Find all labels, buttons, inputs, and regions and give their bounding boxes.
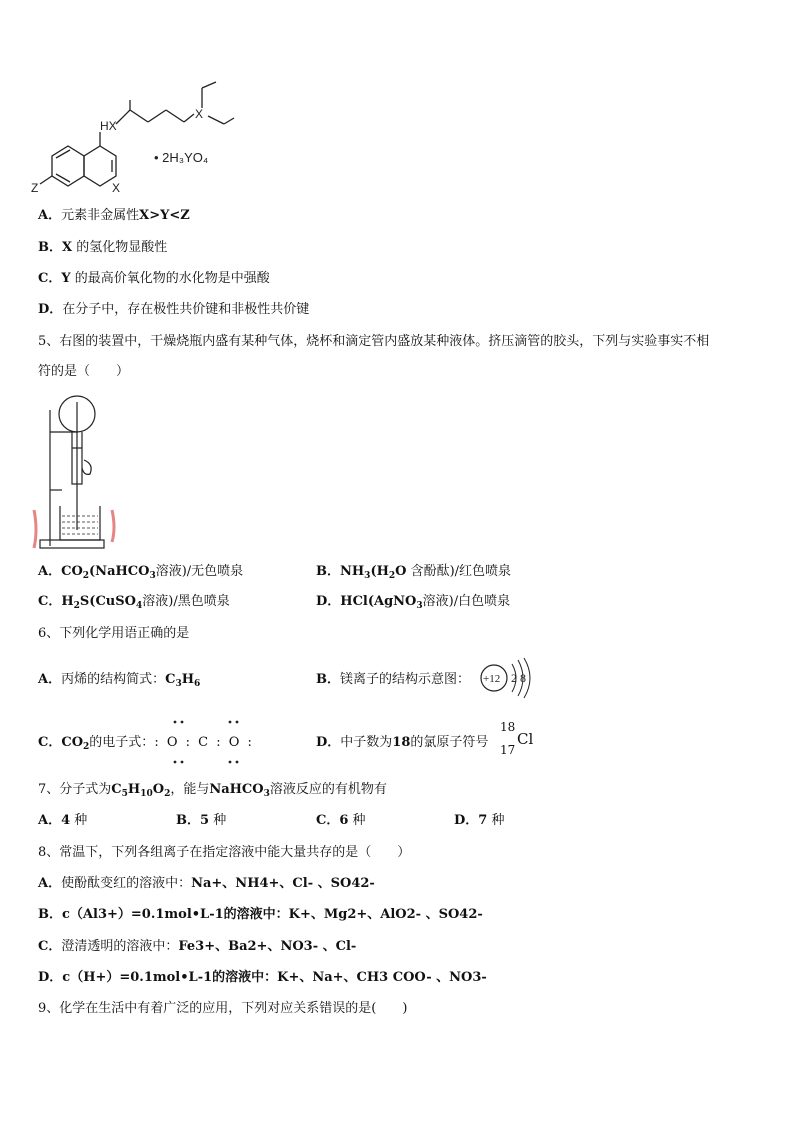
q8-option-d: D．c（H+）=0.1mol•L-1的溶液中：K+、Na+、CH3 COO- 、NO3- (38, 970, 487, 985)
q5-option-a: A．$CO_2(NaHCO_3$溶液)/无色喷泉 (38, 564, 244, 581)
q8-option-a: A．使酚酞变红的溶液中：Na+、NH4+、Cl- 、SO42- (38, 876, 375, 891)
element-y: Y (61, 271, 71, 286)
molecule-structure-figure (30, 80, 260, 200)
option-letter: D． (316, 735, 341, 750)
option-letter: D． (316, 594, 341, 609)
q8-option-c: C．澄清透明的溶液中：Fe3+、Ba2+、NO3- 、Cl- (38, 939, 357, 954)
mass-number: 18 (500, 720, 516, 734)
option-letter: C． (38, 271, 62, 286)
q8-stem: 8、常温下，下列各组离子在指定溶液中能大量共存的是（ ） (38, 845, 411, 860)
x-ring-label: X (112, 181, 121, 195)
q6-option-d: D．中子数为18的氯原子符号 (316, 735, 489, 750)
option-relation: X>Y<Z (139, 208, 190, 223)
option-text: 的最高价氧化物的水化物是中强酸 (74, 271, 270, 286)
q6-option-b: B．镁离子的结构示意图： (316, 672, 471, 687)
x-top-label: X (195, 107, 204, 121)
hx-label: HX (100, 119, 117, 133)
q7-option-d: D．7 种 (454, 813, 505, 828)
option-letter: B． (38, 240, 62, 255)
q5-option-d: D．HCl(AgNO$_3$溶液)/白色喷泉 (316, 594, 511, 611)
atomic-number: 17 (500, 743, 516, 757)
option-letter: C． (38, 594, 62, 609)
q5-option-c: C．$H_2S(CuSO_4$溶液)/黑色喷泉 (38, 594, 230, 611)
q7-option-b: B．5 种 (176, 813, 227, 828)
q6-option-a: A．丙烯的结构简式：$C_3H_6$ (38, 672, 201, 689)
element-x: X (62, 240, 73, 255)
q7-option-c: C．6 种 (316, 813, 366, 828)
option-letter: A． (38, 208, 62, 223)
shell-2-electrons: 8 (520, 671, 526, 685)
z-label: Z (31, 181, 39, 195)
q6-option-c: C．$CO_2$的电子式：: O : C : O : (38, 735, 254, 752)
q5-stem-line1: 5、右图的装置中，干燥烧瓶内盛有某种气体，烧杯和滴定管内盛放某种液体。挤压滴管的胶头，下列与实验事实不相 (38, 334, 710, 349)
q9-stem: 9、化学在生活中有着广泛的应用，下列对应关系错误的是( ) (38, 1001, 408, 1016)
option-letter: B． (316, 564, 340, 579)
q5-stem-line2: 符的是（ ） (38, 364, 130, 379)
q5-option-b: B．$NH_3(H_2O$ 含酚酞)/红色喷泉 (316, 564, 512, 581)
nucleus-charge: +12 (483, 673, 501, 685)
option-text: 元素非金属性 (61, 208, 140, 223)
electron-formula: : O : C : O : (154, 735, 254, 750)
option-letter: A． (38, 672, 62, 687)
q4-option-b (38, 238, 167, 258)
element-symbol: Cl (517, 730, 534, 748)
q6-stem: 6、下列化学用语正确的是 (38, 626, 190, 641)
option-text: 的氢化物显酸性 (76, 240, 168, 255)
salt-label: • 2H₃YO₄ (154, 150, 209, 165)
q8-option-b: B．c（Al3+）=0.1mol•L-1的溶液中：K+、Mg2+、AlO2- 、SO42- (38, 907, 483, 922)
electron-dots (168, 718, 250, 768)
q7-option-a: A．4 种 (38, 813, 88, 828)
shell-1-electrons: 2 (511, 671, 517, 685)
option-text: 在分子中，存在极性共价键和非极性共价键 (62, 302, 310, 317)
q4-option-c (38, 269, 270, 289)
option-letter: C． (38, 735, 62, 750)
option-letter: A． (38, 564, 62, 579)
option-letter: B． (316, 672, 340, 687)
fountain-apparatus-figure (32, 390, 122, 555)
option-letter: D． (38, 302, 63, 317)
q7-stem: 7、分子式为$C_5H_{10}O_2$，能与NaHCO$_3$溶液反应的有机物有 (38, 782, 387, 799)
mg-ion-diagram (478, 656, 544, 700)
q4-option-a (38, 206, 190, 226)
q4-option-d (38, 300, 309, 320)
